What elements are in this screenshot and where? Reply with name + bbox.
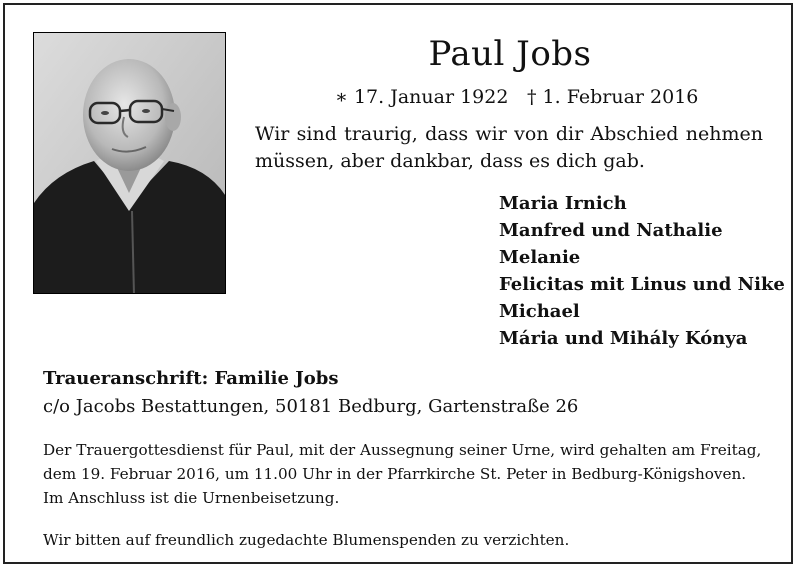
portrait-photo [33, 32, 226, 294]
mourners-list [499, 190, 789, 352]
birth-date: ∗ 17. Januar 1922 [335, 86, 509, 108]
mourner-name: Mária und Mihály Kónya [499, 328, 748, 349]
mourning-address [43, 365, 763, 421]
mourner-name: Manfred und Nathalie [499, 220, 723, 241]
service-line: dem 19. Februar 2016, um 11.00 Uhr in der Pfarrkirche St. Peter in Bedburg-Königshoven. [43, 465, 747, 483]
service-line: Der Trauergottesdienst für Paul, mit der Aussegnung seiner Urne, wird gehalten am Freitag, [43, 441, 762, 459]
death-date: † 1. Februar 2016 [527, 86, 699, 108]
obituary-frame [3, 3, 793, 564]
mourner-name: Maria Irnich [499, 193, 627, 214]
life-dates [335, 85, 775, 109]
deceased-name: Paul Jobs [428, 34, 592, 74]
mourner-name: Melanie [499, 247, 581, 268]
service-line: Im Anschluss ist die Urnenbeisetzung. [43, 489, 340, 507]
memorial-quote: Wir sind traurig, dass wir von dir Abschied nehmen müssen, aber dankbar, dass es dich gab. [255, 123, 763, 172]
mourner-name: Felicitas mit Linus und Nike [499, 274, 785, 295]
service-announcement [43, 438, 775, 510]
mourner-name: Michael [499, 301, 580, 322]
address-label: Traueranschrift: Familie Jobs [43, 368, 339, 389]
flowers-note: Wir bitten auf freundlich zugedachte Blumenspenden zu verzichten. [43, 531, 570, 549]
address-line: c/o Jacobs Bestattungen, 50181 Bedburg, Gartenstraße 26 [43, 396, 579, 417]
